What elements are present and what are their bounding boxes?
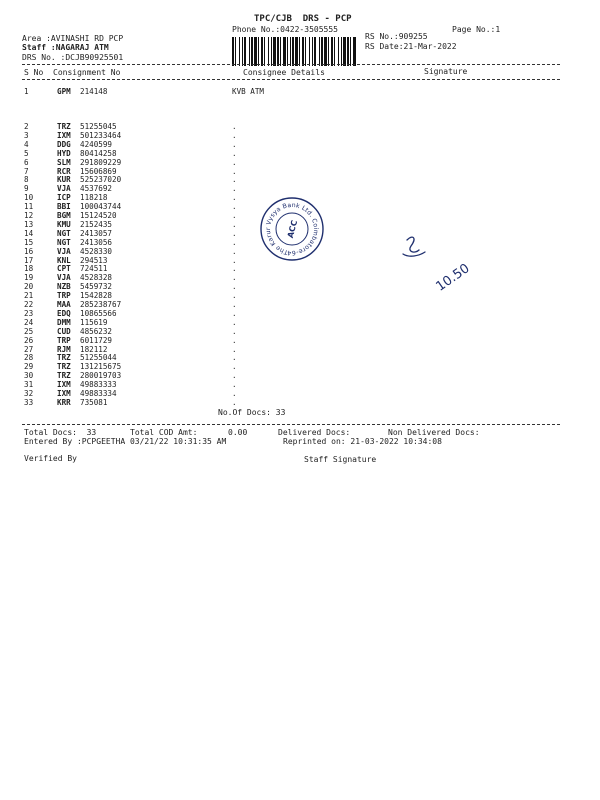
barcode-bar xyxy=(251,37,253,66)
row-station-code: IXM xyxy=(57,389,71,398)
stamp-center-text: ACC xyxy=(285,219,300,239)
row-serial: 10 xyxy=(24,193,34,203)
table-row xyxy=(0,380,600,389)
row-consignment-number: 49883333 xyxy=(80,380,117,390)
row-consignment-number: 4528330 xyxy=(80,246,113,256)
barcode-bar xyxy=(290,37,291,66)
row-consignment-number: 51255044 xyxy=(80,353,117,363)
row-consignment-number: 115619 xyxy=(80,317,108,327)
row-consignee: . xyxy=(232,291,237,301)
row-serial: 20 xyxy=(24,282,34,292)
row-station-code: BGM xyxy=(57,211,71,220)
row-station-code: TRZ xyxy=(57,362,71,372)
table-row xyxy=(0,318,600,327)
row-serial: 1 xyxy=(24,87,29,96)
barcode-bar xyxy=(338,37,339,66)
row-consignee: . xyxy=(232,371,237,381)
row-consignment-number: 49883334 xyxy=(80,389,117,398)
row-station-code: VJA xyxy=(57,184,71,194)
table-row xyxy=(0,87,600,96)
row-consignee: . xyxy=(232,282,237,292)
row-station-code: NGT xyxy=(57,237,71,247)
row-serial: 24 xyxy=(24,317,34,327)
row-station-code: KNL xyxy=(57,255,71,265)
table-row xyxy=(0,158,600,167)
barcode-bar xyxy=(341,37,342,66)
row-consignee: . xyxy=(232,175,237,185)
barcode-bar xyxy=(312,37,313,66)
divider-top xyxy=(22,64,560,65)
barcode-bar xyxy=(242,37,243,66)
row-station-code: KMU xyxy=(57,219,71,229)
table-row xyxy=(0,398,600,407)
row-consignee: . xyxy=(232,148,237,158)
row-consignee: . xyxy=(232,237,237,247)
staff-field: Staff :NAGARAJ ATM xyxy=(22,43,109,52)
row-station-code: TRZ xyxy=(57,122,71,131)
column-sno: S No xyxy=(24,68,44,77)
row-station-code: TRZ xyxy=(57,353,71,363)
no-of-docs: No.Of Docs: 33 xyxy=(218,408,286,417)
row-consignee: . xyxy=(232,139,237,149)
barcode-bar xyxy=(334,37,335,66)
row-consignee: . xyxy=(232,157,237,167)
row-station-code: KUR xyxy=(57,175,71,185)
table-row xyxy=(0,264,600,273)
row-consignment-number: 10865566 xyxy=(80,308,117,318)
table-row xyxy=(0,371,600,380)
row-consignment-number: 15606869 xyxy=(80,166,117,176)
row-serial: 23 xyxy=(24,308,34,318)
area-field: Area :AVINASHI RD PCP xyxy=(22,34,124,43)
table-row xyxy=(0,149,600,158)
row-serial: 22 xyxy=(24,300,34,309)
row-serial: 28 xyxy=(24,353,34,363)
row-serial: 15 xyxy=(24,237,34,247)
column-consignment: Consignment No xyxy=(53,68,121,77)
row-serial: 9 xyxy=(24,184,29,194)
barcode-bar xyxy=(343,37,346,66)
barcode-bar xyxy=(314,37,316,66)
row-consignee: . xyxy=(232,335,237,345)
row-consignment-number: 1542828 xyxy=(80,291,113,301)
table-row xyxy=(0,291,600,300)
barcode-bar xyxy=(277,37,279,66)
row-station-code: CPT xyxy=(57,264,71,274)
table-row xyxy=(0,122,600,131)
rs-number: RS No.:909255 xyxy=(365,32,428,41)
row-station-code: TRP xyxy=(57,291,71,301)
table-row xyxy=(0,140,600,149)
row-consignment-number: 2413056 xyxy=(80,237,113,247)
row-serial: 7 xyxy=(24,166,29,176)
barcode-bar xyxy=(309,37,310,66)
row-serial: 2 xyxy=(24,122,29,131)
row-consignment-number: 724511 xyxy=(80,264,108,274)
row-serial: 11 xyxy=(24,202,34,212)
entered-by: Entered By :PCPGEETHA 03/21/22 10:31:35 AM xyxy=(24,437,227,446)
table-row xyxy=(0,300,600,309)
row-consignment-number: 51255045 xyxy=(80,122,117,131)
barcode-bar xyxy=(244,37,246,66)
row-consignment-number: 501233464 xyxy=(80,130,122,140)
barcode-bar xyxy=(328,37,329,66)
table-row xyxy=(0,167,600,176)
barcode-bar xyxy=(324,37,327,66)
row-consignee: . xyxy=(232,397,237,407)
divider-header xyxy=(22,79,560,80)
row-station-code: IXM xyxy=(57,380,71,390)
barcode-bar xyxy=(347,37,349,66)
row-station-code: SLM xyxy=(57,157,71,167)
row-station-code: KRR xyxy=(57,397,71,407)
row-serial: 21 xyxy=(24,291,34,301)
row-serial: 31 xyxy=(24,380,34,390)
row-consignment-number: 294513 xyxy=(80,255,108,265)
barcode-bar xyxy=(239,37,240,66)
total-cod-value: 0.00 xyxy=(228,428,248,437)
barcode-bar xyxy=(235,37,236,66)
table-row xyxy=(0,131,600,140)
row-serial: 19 xyxy=(24,273,34,283)
row-station-code: NZB xyxy=(57,282,71,292)
barcode-bar xyxy=(353,37,356,66)
row-consignment-number: 100043744 xyxy=(80,202,122,212)
row-serial: 25 xyxy=(24,326,34,336)
handwritten-time: 10.50 xyxy=(433,261,473,295)
row-consignment-number: 182112 xyxy=(80,344,108,354)
row-consignment-number: 735081 xyxy=(80,397,108,407)
row-consignee: . xyxy=(232,219,237,229)
row-serial: 27 xyxy=(24,344,34,354)
row-serial: 5 xyxy=(24,148,29,158)
row-consignee: . xyxy=(232,389,237,398)
row-consignee: . xyxy=(232,228,237,238)
total-cod-label: Total COD Amt: xyxy=(130,428,198,437)
column-consignee: Consignee Details xyxy=(243,68,325,77)
barcode-bar xyxy=(232,37,234,66)
document-title: TPC/CJB DRS - PCP xyxy=(254,14,352,24)
delivered-docs: Delivered Docs: xyxy=(278,428,351,437)
row-consignee: . xyxy=(232,344,237,354)
table-row xyxy=(0,362,600,371)
row-station-code: EDQ xyxy=(57,308,71,318)
row-consignee: . xyxy=(232,326,237,336)
row-consignee: . xyxy=(232,362,237,372)
row-serial: 12 xyxy=(24,211,34,220)
barcode-bar xyxy=(264,37,265,66)
row-station-code: DDG xyxy=(57,139,71,149)
row-station-code: IXM xyxy=(57,130,71,140)
row-station-code: VJA xyxy=(57,273,71,283)
row-consignee: . xyxy=(232,166,237,176)
row-consignment-number: 5459732 xyxy=(80,282,113,292)
row-consignment-number: 4856232 xyxy=(80,326,113,336)
row-consignee: . xyxy=(232,184,237,194)
row-consignment-number: 214148 xyxy=(80,87,108,96)
row-station-code: NGT xyxy=(57,228,71,238)
table-row xyxy=(0,309,600,318)
row-consignee: . xyxy=(232,122,237,131)
row-serial: 13 xyxy=(24,219,34,229)
row-consignee: . xyxy=(232,246,237,256)
row-consignment-number: 280019703 xyxy=(80,371,122,381)
barcode-bar xyxy=(258,37,259,66)
table-row xyxy=(0,175,600,184)
table-row xyxy=(0,345,600,354)
handwritten-initials xyxy=(395,228,480,296)
barcode-bar xyxy=(305,37,306,66)
table-row xyxy=(0,327,600,336)
stamp-ring-text: The Karur Vysya Bank Ltd. Coimbatore-641004 xyxy=(264,201,320,257)
row-consignment-number: 118218 xyxy=(80,193,108,203)
row-serial: 14 xyxy=(24,228,34,238)
table-row xyxy=(0,389,600,398)
row-station-code: VJA xyxy=(57,246,71,256)
reprinted-on: Reprinted on: 21-03-2022 10:34:08 xyxy=(283,437,442,446)
row-consignee: . xyxy=(232,300,237,309)
row-consignee: . xyxy=(232,193,237,203)
table-row xyxy=(0,353,600,362)
barcode-bar xyxy=(287,37,288,66)
row-station-code: ICP xyxy=(57,193,71,203)
row-serial: 3 xyxy=(24,130,29,140)
barcode-bar xyxy=(331,37,333,66)
row-station-code: TRP xyxy=(57,335,71,345)
bank-stamp xyxy=(259,196,325,262)
row-consignment-number: 2152435 xyxy=(80,219,113,229)
row-consignee: . xyxy=(232,255,237,265)
table-row xyxy=(0,282,600,291)
row-serial: 4 xyxy=(24,139,29,149)
barcode-bar xyxy=(302,37,304,66)
barcode-bar xyxy=(280,37,281,66)
row-serial: 30 xyxy=(24,371,34,381)
row-serial: 17 xyxy=(24,255,34,265)
row-station-code: DMM xyxy=(57,317,71,327)
row-consignment-number: 4537692 xyxy=(80,184,113,194)
staff-signature: Staff Signature xyxy=(304,455,377,464)
row-consignee: . xyxy=(232,308,237,318)
row-station-code: CUD xyxy=(57,326,71,336)
page-number: Page No.:1 xyxy=(452,25,501,34)
row-serial: 6 xyxy=(24,157,29,167)
row-consignment-number: 4240599 xyxy=(80,139,113,149)
row-station-code: HYD xyxy=(57,148,71,158)
barcode-bar xyxy=(268,37,269,66)
row-consignee: . xyxy=(232,273,237,283)
row-consignee: . xyxy=(232,211,237,220)
row-consignee: . xyxy=(232,130,237,140)
barcode-bar xyxy=(271,37,272,66)
barcode-bar xyxy=(249,37,250,66)
divider-footer xyxy=(22,424,560,425)
row-station-code: BBI xyxy=(57,202,71,212)
row-consignment-number: 6011729 xyxy=(80,335,113,345)
barcode-bar xyxy=(350,37,351,66)
non-delivered-docs: Non Delivered Docs: xyxy=(388,428,480,437)
barcode-bar xyxy=(292,37,294,66)
row-consignment-number: 525237020 xyxy=(80,175,122,185)
row-consignment-number: 131215675 xyxy=(80,362,122,372)
row-consignment-number: 4528328 xyxy=(80,273,113,283)
row-station-code: TRZ xyxy=(57,371,71,381)
row-serial: 18 xyxy=(24,264,34,274)
row-serial: 29 xyxy=(24,362,34,372)
row-serial: 16 xyxy=(24,246,34,256)
barcode-bar xyxy=(261,37,263,66)
barcode-bar xyxy=(299,37,300,66)
row-consignee: KVB ATM xyxy=(232,87,265,96)
barcode-bar xyxy=(319,37,320,66)
barcode-bar xyxy=(283,37,286,66)
row-consignment-number: 15124520 xyxy=(80,211,117,220)
row-serial: 32 xyxy=(24,389,34,398)
table-row xyxy=(0,184,600,193)
row-station-code: RCR xyxy=(57,166,71,176)
rs-date: RS Date:21-Mar-2022 xyxy=(365,42,457,51)
row-station-code: GPM xyxy=(57,87,71,96)
row-consignment-number: 291809229 xyxy=(80,157,122,167)
row-consignment-number: 285238767 xyxy=(80,300,122,309)
verified-by: Verified By xyxy=(24,454,77,463)
row-consignee: . xyxy=(232,202,237,212)
table-row xyxy=(0,336,600,345)
row-consignment-number: 2413057 xyxy=(80,228,113,238)
row-consignee: . xyxy=(232,353,237,363)
row-consignment-number: 80414258 xyxy=(80,148,117,158)
barcode xyxy=(231,37,358,66)
drs-number: DRS No. :DCJB90925501 xyxy=(22,53,124,62)
row-serial: 26 xyxy=(24,335,34,345)
row-station-code: RJM xyxy=(57,344,71,354)
table-row xyxy=(0,273,600,282)
row-consignee: . xyxy=(232,380,237,390)
row-consignee: . xyxy=(232,264,237,274)
row-station-code: MAA xyxy=(57,300,71,309)
barcode-bar xyxy=(321,37,323,66)
phone-number: Phone No.:0422-3505555 xyxy=(232,25,338,34)
barcode-bar xyxy=(254,37,257,66)
row-consignee: . xyxy=(232,317,237,327)
row-serial: 8 xyxy=(24,175,29,185)
column-signature: Signature xyxy=(424,67,468,76)
barcode-bar xyxy=(273,37,276,66)
row-serial: 33 xyxy=(24,397,34,407)
barcode-bar xyxy=(295,37,298,66)
total-docs: Total Docs: 33 xyxy=(24,428,97,437)
